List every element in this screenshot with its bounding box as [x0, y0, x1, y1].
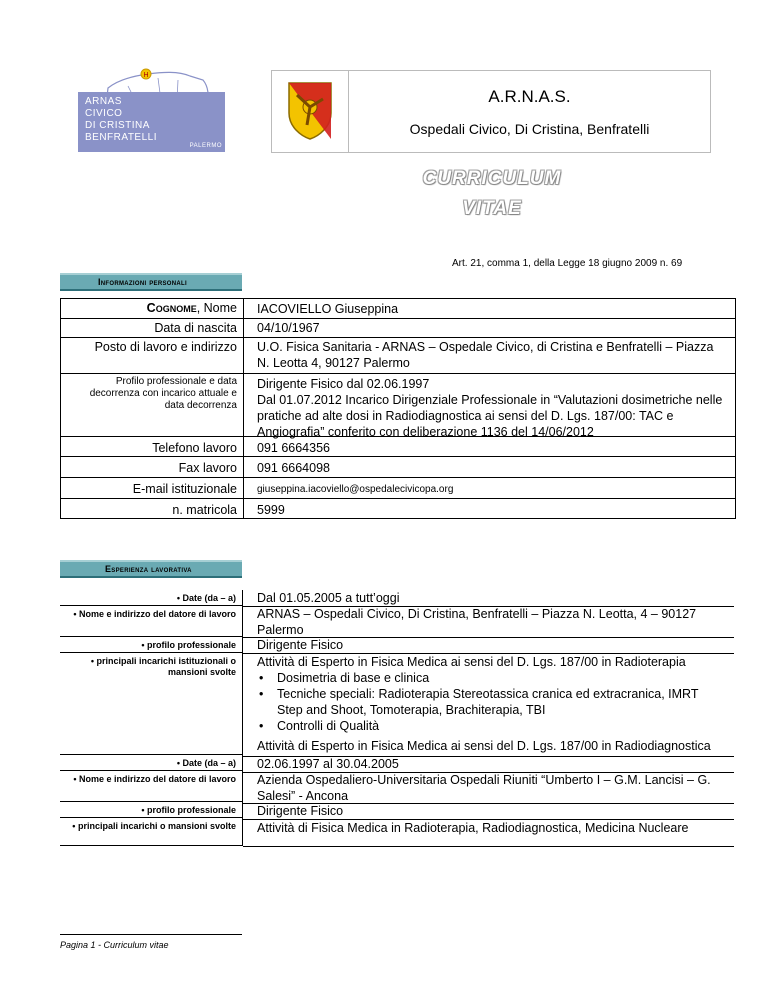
- label-name: Cognome, Nome: [61, 299, 244, 318]
- label-employer-2: • Nome e indirizzo del datore di lavoro: [60, 771, 243, 802]
- job2-profile: Dirigente Fisico: [257, 804, 344, 818]
- table-row: [61, 299, 735, 319]
- value-phone: 091 6664356: [257, 441, 330, 455]
- label-birth-date: Data di nascita: [61, 319, 244, 337]
- label-fax: Fax lavoro: [61, 457, 244, 477]
- value-profile: Dirigente Fisico dal 02.06.1997 Dal 01.07.2012 Incarico Dirigenziale Professionale in “Valutazioni dosimetriche nelle pratiche ad alte dosi in Radiodiagnostica ai sensi del D. Lgs. 187/00: TAC e Angiografia” conferito con deliberazione 1136 del 14/06/2012: [257, 377, 723, 439]
- label-profile-1: • profilo professionale: [60, 637, 243, 653]
- header-box: [271, 70, 711, 153]
- table-row: [61, 499, 735, 518]
- table-row: [61, 457, 735, 478]
- table-row: [61, 478, 735, 499]
- divider: [243, 756, 734, 757]
- job1-employer: ARNAS – Ospedali Civico, Di Cristina, Benfratelli – Piazza N. Leotta, 4 – 90127 Palermo: [257, 607, 697, 637]
- value-serial-number: 5999: [257, 503, 285, 517]
- table-row: [61, 338, 735, 374]
- job2-date: 02.06.1997 al 30.04.2005: [257, 757, 399, 771]
- divider: [243, 846, 734, 847]
- value-birth-date: 04/10/1967: [257, 321, 320, 335]
- list-item: • Controlli di Qualità: [257, 718, 727, 734]
- label-serial-number: n. matricola: [61, 499, 244, 518]
- arnas-logo: [78, 66, 226, 152]
- job2-employer: Azienda Ospedaliero-Universitaria Ospedali Riuniti “Umberto I – G.M. Lancisi – G. Salesi” - Ancona: [257, 773, 711, 803]
- header-subtitle: Ospedali Civico, Di Cristina, Benfratelli: [409, 121, 650, 137]
- law-reference: Art. 21, comma 1, della Legge 18 giugno 2009 n. 69: [452, 258, 683, 269]
- divider: [243, 653, 734, 654]
- job2-duties: Attività di Fisica Medica in Radioterapia, Radiodiagnostica, Medicina Nucleare: [257, 821, 689, 835]
- svg-text:H: H: [143, 72, 149, 79]
- personal-info-table: [60, 298, 736, 519]
- section-heading-experience: Esperienza lavorativa: [60, 560, 242, 578]
- divider: [243, 606, 734, 607]
- label-profile-2: • profilo professionale: [60, 802, 243, 818]
- logo-text: ARNAS CIVICO DI CRISTINA BENFRATELLI: [85, 96, 157, 143]
- section-heading-personal: Informazioni personali: [60, 273, 242, 291]
- header-title: A.R.N.A.S.: [488, 87, 571, 106]
- divider: [243, 637, 734, 638]
- value-email[interactable]: giuseppina.iacoviello@ospedalecivicopa.org: [257, 484, 454, 495]
- value-fax: 091 6664098: [257, 461, 330, 475]
- value-name: IACOVIELLO Giuseppina: [257, 302, 399, 316]
- label-duties-1: • principali incarichi istituzionali o mansioni svolte: [60, 653, 243, 755]
- table-row: [61, 374, 735, 437]
- label-date-2: • Date (da – a): [60, 755, 243, 771]
- logo-city: PALERMO: [189, 143, 222, 149]
- label-date-1: • Date (da – a): [60, 590, 243, 606]
- label-duties-2: • principali incarichi o mansioni svolte: [60, 818, 243, 846]
- label-email: E-mail istituzionale: [61, 478, 244, 498]
- label-phone: Telefono lavoro: [61, 437, 244, 456]
- job1-profile: Dirigente Fisico: [257, 638, 344, 652]
- table-row: [61, 319, 735, 338]
- value-workplace: U.O. Fisica Sanitaria - ARNAS – Ospedale Civico, di Cristina e Benfratelli – Piazza N. Leotta 4, 90127 Palermo: [257, 340, 714, 370]
- divider: [243, 772, 734, 773]
- page-footer: Pagina 1 - Curriculum vitae: [60, 940, 169, 950]
- label-employer-1: • Nome e indirizzo del datore di lavoro: [60, 606, 243, 637]
- job1-duties: Attività di Esperto in Fisica Medica ai sensi del D. Lgs. 187/00 in Radioterapia • Dosimetria di base e clinica • Tecniche speciali: Radioterapia Stereotassica cranica ed extracranica, IMRT Step and Shoot, Tomoterapia, Brachiterapia, TBI • Controlli di Qualità Attività di Esperto in Fisica Medica ai sensi del D. Lgs. 187/00 in Radiodiagnostica: [257, 654, 727, 754]
- divider: [243, 803, 734, 804]
- list-item: • Tecniche speciali: Radioterapia Stereotassica cranica ed extracranica, IMRT Step and Shoot, Tomoterapia, Brachiterapia, TBI: [257, 686, 727, 718]
- footer-rule: [60, 934, 242, 935]
- job1-date: Dal 01.05.2005 a tutt’oggi: [257, 591, 400, 605]
- cv-title: CURRICULUM VITAE: [422, 168, 562, 219]
- label-profile: Profilo professionale e data decorrenza con incarico attuale e data decorrenza: [61, 374, 244, 436]
- label-workplace: Posto di lavoro e indirizzo: [61, 338, 244, 373]
- divider: [243, 819, 734, 820]
- crest-cell: [272, 71, 349, 152]
- list-item: • Dosimetria di base e clinica: [257, 670, 727, 686]
- table-row: [61, 437, 735, 457]
- sicily-crest-icon: [287, 81, 333, 141]
